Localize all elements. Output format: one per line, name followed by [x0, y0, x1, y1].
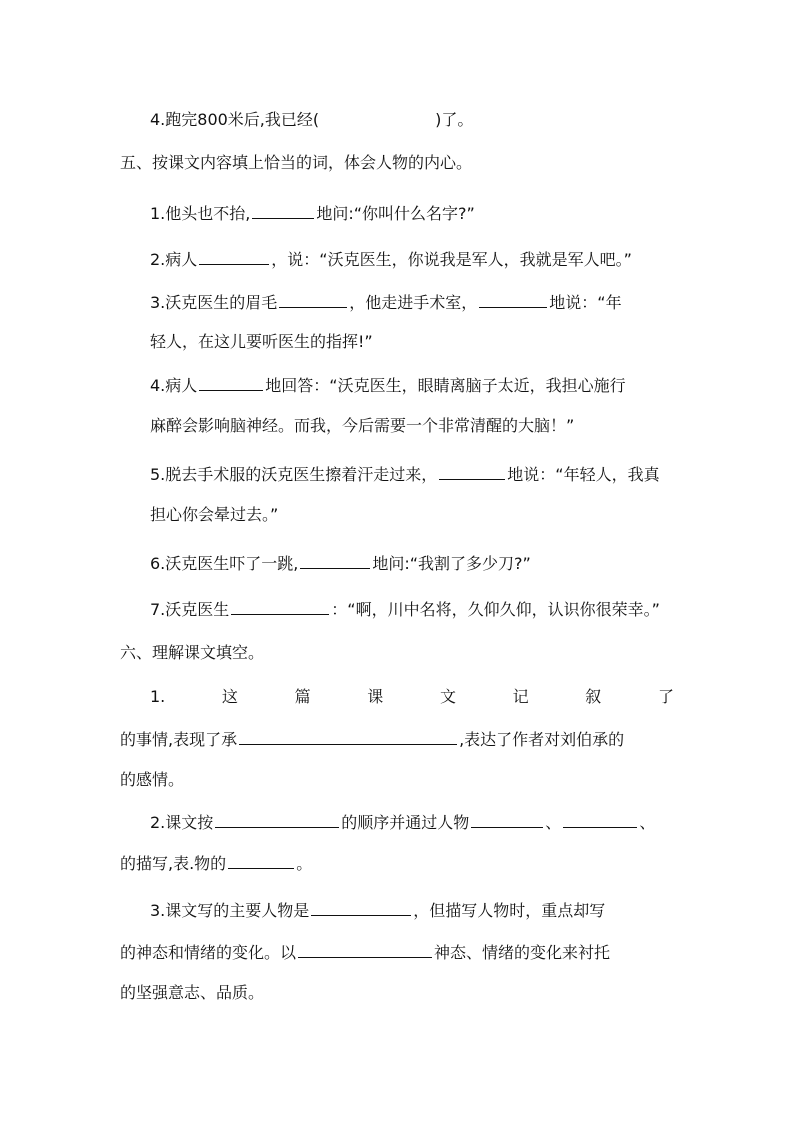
s5-q4-cont: 麻醉会影响脑神经。而我，今后需要一个非常清醒的大脑！”	[150, 416, 575, 435]
q-item-4: 4.跑完800米后,我已经( )了。	[150, 110, 474, 129]
answer-blank[interactable]	[298, 940, 432, 958]
s6-q3-line3: 的坚强意志、品质。	[120, 983, 265, 1002]
s6-q3-line2: 的神态和情绪的变化。以 神态、情绪的变化来衬托	[120, 940, 610, 964]
answer-blank[interactable]	[279, 290, 347, 308]
s5-q4: 4.病人 地回答：“沃克医生，眼睛离脑子太近，我担心施行	[150, 373, 626, 397]
answer-blank[interactable]	[239, 727, 457, 745]
s5-q3-cont: 轻人，在这儿要听医生的指挥!”	[150, 332, 373, 351]
answer-blank[interactable]	[199, 247, 269, 265]
answer-blank[interactable]	[563, 810, 637, 828]
s6-q1-line1: 1. 这 篇 课 文 记 叙 了	[150, 687, 674, 706]
s5-q7: 7.沃克医生 ：“啊，川中名将，久仰久仰，认识你很荣幸。”	[150, 597, 660, 621]
answer-blank[interactable]	[321, 108, 433, 125]
s6-q3: 3.课文写的主要人物是 ，但描写人物时，重点却写	[150, 898, 605, 922]
s6-q2-line2: 的描写,表.物的 。	[120, 851, 312, 875]
answer-blank[interactable]	[252, 201, 314, 219]
s5-q5: 5.脱去手术服的沃克医生擦着汗走过来， 地说：“年轻人，我真	[150, 462, 660, 486]
answer-blank[interactable]	[311, 898, 411, 916]
answer-blank[interactable]	[479, 290, 547, 308]
answer-blank[interactable]	[300, 551, 370, 569]
s5-q6: 6.沃克医生吓了一跳, 地问:“我割了多少刀?”	[150, 551, 531, 575]
answer-blank[interactable]	[439, 462, 505, 480]
answer-blank[interactable]	[215, 810, 339, 828]
s5-q5-cont: 担心你会晕过去。”	[150, 505, 279, 524]
s6-q2: 2.课文按 的顺序并通过人物 、 、	[150, 810, 655, 834]
s6-q1-line2: 的事情,表现了承 ,表达了作者对刘伯承的	[120, 727, 624, 751]
s5-q2: 2.病人 ，说：“沃克医生，你说我是军人，我就是军人吧。”	[150, 247, 632, 271]
section-6-heading: 六、理解课文填空。	[120, 643, 265, 662]
s5-q1: 1.他头也不抬, 地问:“你叫什么名字?”	[150, 201, 475, 225]
answer-blank[interactable]	[231, 597, 329, 615]
s6-q1-line3: 的感情。	[120, 770, 185, 789]
section-5-heading: 五、按课文内容填上恰当的词，体会人物的内心。	[120, 153, 473, 172]
answer-blank[interactable]	[199, 373, 263, 391]
answer-blank[interactable]	[228, 851, 294, 869]
answer-blank[interactable]	[471, 810, 543, 828]
s5-q3: 3.沃克医生的眉毛 ，他走进手术室， 地说：“年	[150, 290, 622, 314]
